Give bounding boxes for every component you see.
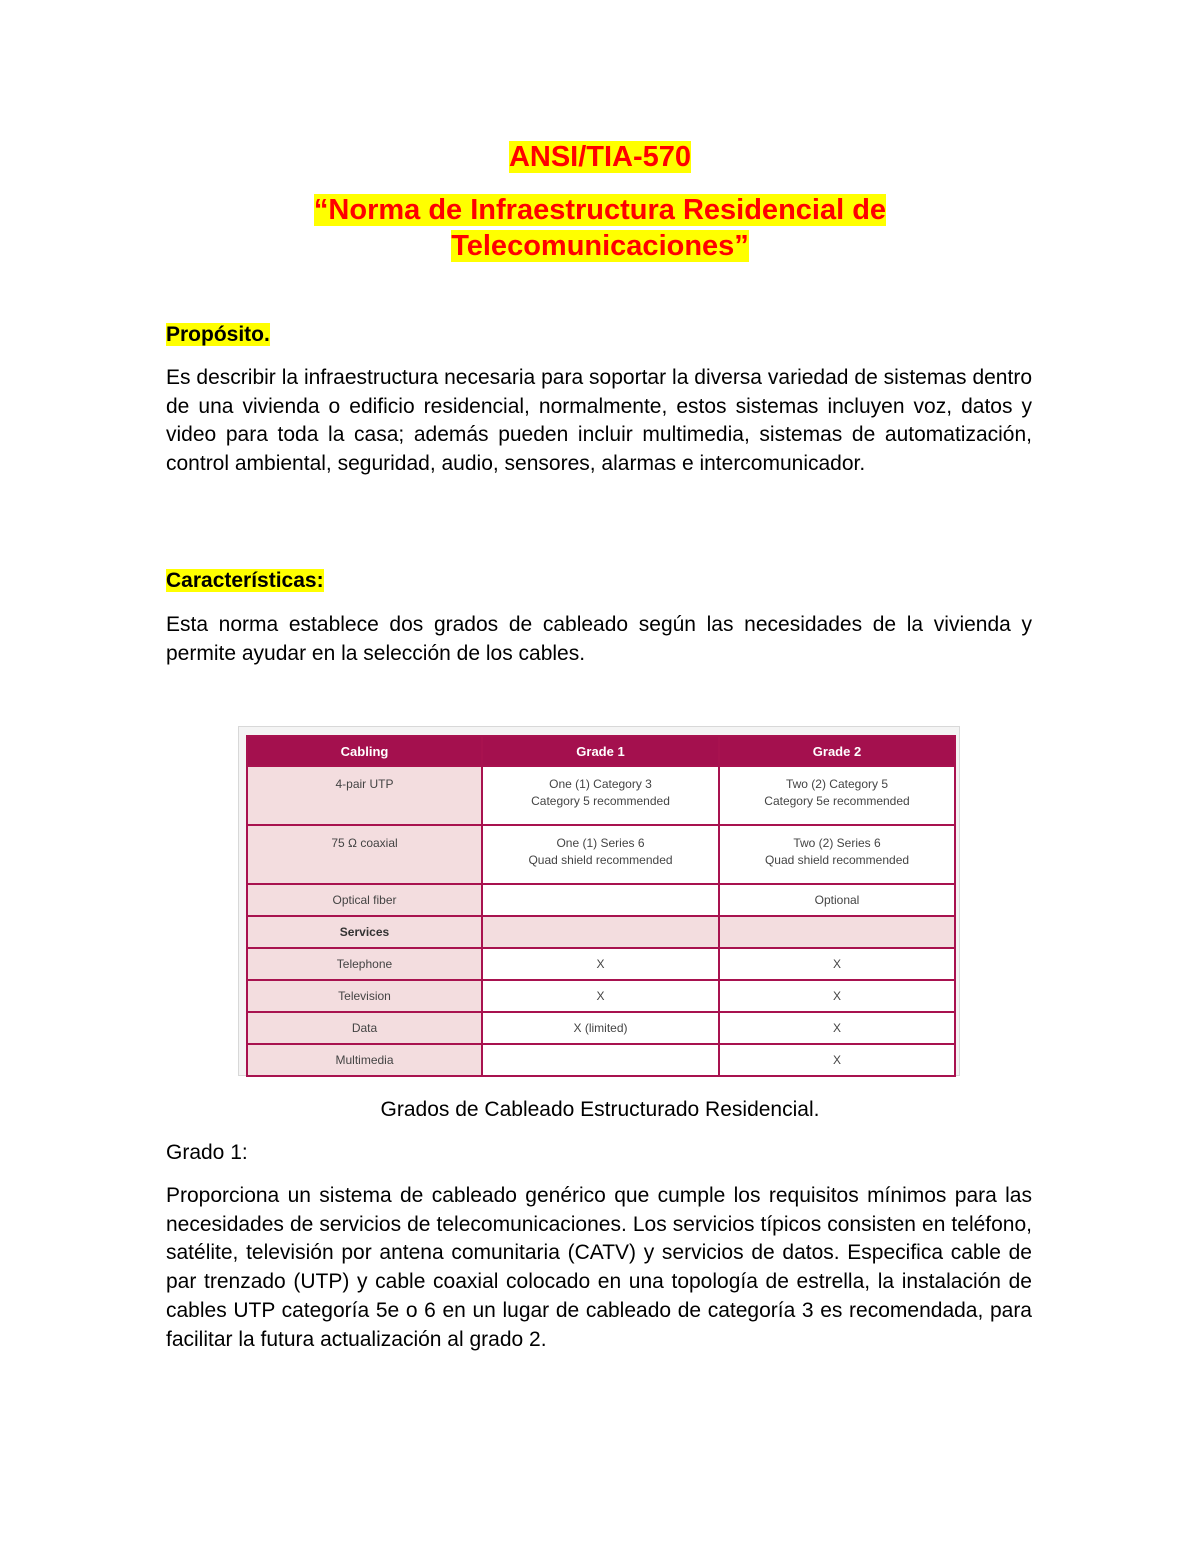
table-cell-label: Data [247, 1012, 482, 1044]
cell-line: Quad shield recommended [528, 853, 673, 867]
table-cell-grade-1 [482, 766, 719, 825]
table-cell-grade-2: X [719, 980, 955, 1012]
subtitle-line-2: Telecomunicaciones” [451, 230, 749, 262]
grado-1-paragraph: Proporciona un sistema de cableado genérico que cumple los requisitos mínimos para las necesidades de servicios de telecomunicaciones. Los servicios típicos consisten en teléfono, satélite, televisión por antena comunitaria (CATV) y servicios de datos. Especifica cable de par trenzado (UTP) y cable coaxial colocado en una topología de estrella, la instalación de cables UTP categoría 5e o 6 en un lugar de cableado de categoría 3 es recomendada, para facilitar la futura actualización al grado 2. [166, 1184, 1032, 1351]
cell-line: One (1) Category 3 [549, 777, 652, 791]
table-row [247, 1044, 955, 1076]
table-header-cabling: Cabling [247, 736, 482, 766]
document-subtitle [0, 192, 1200, 264]
caracteristicas-heading [166, 567, 324, 595]
table-cell-grade-2 [719, 766, 955, 825]
cell-line: Category 5e recommended [764, 794, 910, 808]
cell-line: Quad shield recommended [764, 853, 910, 867]
table-cell-grade-2 [719, 916, 955, 948]
grado-1-heading: Grado 1: [166, 1141, 248, 1164]
table-row [247, 884, 955, 916]
table-cell-label: Services [247, 916, 482, 948]
table-cell-label: Television [247, 980, 482, 1012]
proposito-heading [166, 321, 270, 349]
table-cell-label: 4-pair UTP [247, 766, 482, 825]
table-cell-grade-1 [482, 825, 719, 884]
table-cell-grade-1 [482, 1044, 719, 1076]
cell-line: Category 5 recommended [531, 794, 670, 808]
table-cell-grade-2: Optional [719, 884, 955, 916]
caracteristicas-paragraph: Esta norma establece dos grados de cableado según las necesidades de la vivienda y permite ayudar en la selección de los cables. [166, 613, 1032, 665]
table-cell-grade-1 [482, 884, 719, 916]
proposito-heading-text: Propósito. [166, 323, 270, 346]
table-row [247, 825, 955, 884]
table-header-grade-1: Grade 1 [482, 736, 719, 766]
table-cell-grade-1: X [482, 948, 719, 980]
proposito-paragraph: Es describir la infraestructura necesaria para soportar la diversa variedad de sistemas dentro de una vivienda o edificio residencial, normalmente, estos sistemas incluyen voz, datos y video para toda la casa; además pueden incluir multimedia, sistemas de automatización, control ambiental, seguridad, audio, sensores, alarmas e intercomunicador. [166, 366, 1032, 476]
table-row [247, 1012, 955, 1044]
table-cell-label: Multimedia [247, 1044, 482, 1076]
table-row-services [247, 916, 955, 948]
table-caption: Grados de Cableado Estructurado Residencial. [380, 1098, 820, 1121]
table-cell-grade-2 [719, 825, 955, 884]
table-cell-label: Telephone [247, 948, 482, 980]
table-cell-grade-1 [482, 916, 719, 948]
table-row [247, 948, 955, 980]
subtitle-line-1: “Norma de Infraestructura Residencial de [313, 194, 887, 226]
title-line-1: ANSI/TIA-570 [508, 141, 692, 173]
table-cell-label: Optical fiber [247, 884, 482, 916]
table-cell-grade-2: X [719, 1044, 955, 1076]
table-cell-grade-2: X [719, 948, 955, 980]
cabling-grades-table [246, 735, 956, 1077]
table-cell-grade-1: X (limited) [482, 1012, 719, 1044]
cell-line: Two (2) Series 6 [793, 836, 881, 850]
table-cell-grade-2: X [719, 1012, 955, 1044]
table-row [247, 980, 955, 1012]
table-header-grade-2: Grade 2 [719, 736, 955, 766]
table-cell-label: 75 Ω coaxial [247, 825, 482, 884]
caracteristicas-heading-text: Características: [166, 569, 324, 592]
document-title [0, 138, 1200, 176]
table-row [247, 766, 955, 825]
cell-line: One (1) Series 6 [556, 836, 645, 850]
table-cell-grade-1: X [482, 980, 719, 1012]
cell-line: Two (2) Category 5 [785, 777, 889, 791]
